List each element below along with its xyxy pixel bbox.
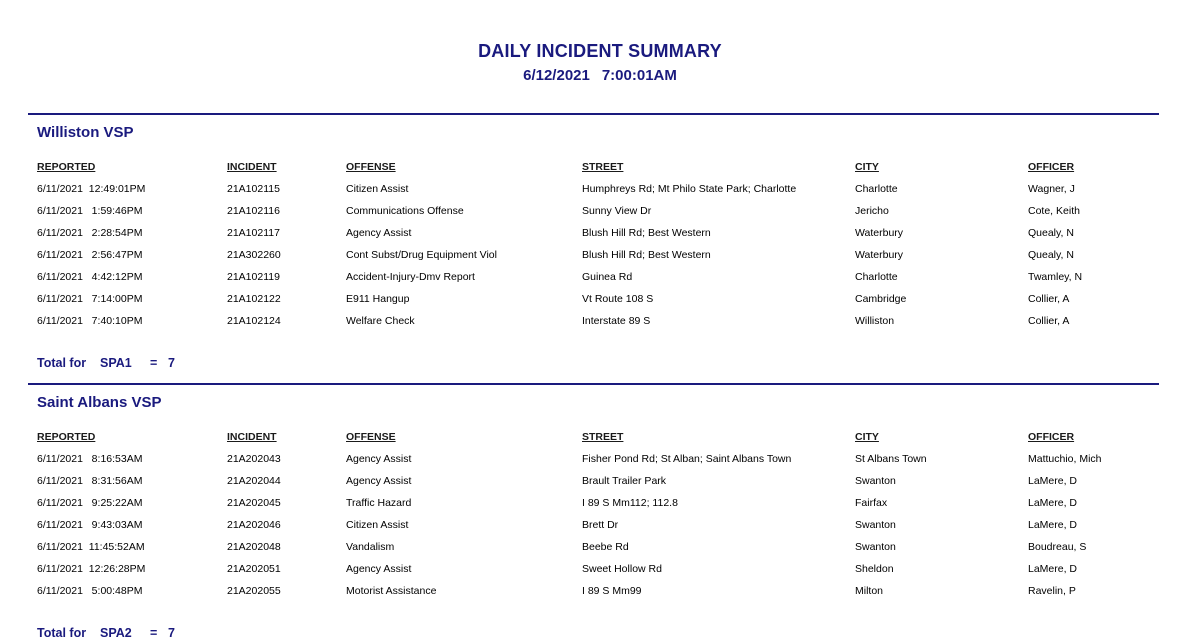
cell-city: Charlotte bbox=[855, 271, 898, 283]
column-header-incident: INCIDENT bbox=[227, 431, 277, 443]
total-code: SPA2 bbox=[100, 626, 132, 640]
total-count: 7 bbox=[168, 626, 175, 640]
cell-incident: 21A102116 bbox=[227, 205, 280, 217]
cell-offense: Motorist Assistance bbox=[346, 585, 437, 597]
total-equals: = bbox=[150, 626, 158, 640]
column-header-street: STREET bbox=[582, 431, 624, 443]
cell-city: Swanton bbox=[855, 541, 896, 553]
cell-reported: 6/11/2021 9:43:03AM bbox=[37, 519, 143, 531]
column-header-reported: REPORTED bbox=[37, 431, 96, 443]
cell-officer: Twamley, N bbox=[1028, 271, 1083, 283]
cell-incident: 21A202046 bbox=[227, 519, 281, 531]
column-header-officer: OFFICER bbox=[1028, 431, 1075, 443]
cell-officer: LaMere, D bbox=[1028, 475, 1078, 487]
cell-street: Blush Hill Rd; Best Western bbox=[582, 249, 711, 261]
cell-officer: Quealy, N bbox=[1028, 227, 1074, 239]
cell-offense: Citizen Assist bbox=[346, 183, 409, 195]
cell-offense: Citizen Assist bbox=[346, 519, 409, 531]
column-header-reported: REPORTED bbox=[37, 161, 96, 173]
cell-officer: Ravelin, P bbox=[1028, 585, 1076, 597]
total-label: Total for bbox=[37, 356, 87, 370]
cell-reported: 6/11/2021 9:25:22AM bbox=[37, 497, 143, 509]
cell-reported: 6/11/2021 4:42:12PM bbox=[37, 271, 143, 283]
cell-street: Vt Route 108 S bbox=[582, 293, 654, 305]
cell-incident: 21A202051 bbox=[227, 563, 281, 575]
cell-street: Brault Trailer Park bbox=[582, 475, 667, 487]
section-name: Williston VSP bbox=[37, 124, 134, 141]
cell-reported: 6/11/2021 8:31:56AM bbox=[37, 475, 143, 487]
total-code: SPA1 bbox=[100, 356, 132, 370]
cell-officer: LaMere, D bbox=[1028, 563, 1078, 575]
cell-incident: 21A102117 bbox=[227, 227, 280, 239]
section-name: Saint Albans VSP bbox=[37, 394, 162, 411]
cell-city: Milton bbox=[855, 585, 884, 597]
cell-officer: Mattuchio, Mich bbox=[1028, 453, 1102, 465]
cell-officer: Boudreau, S bbox=[1028, 541, 1087, 553]
cell-street: Brett Dr bbox=[582, 519, 619, 531]
cell-street: I 89 S Mm112; 112.8 bbox=[582, 497, 678, 509]
cell-incident: 21A102124 bbox=[227, 315, 281, 327]
column-header-incident: INCIDENT bbox=[227, 161, 277, 173]
cell-offense: Vandalism bbox=[346, 541, 395, 553]
cell-city: Jericho bbox=[855, 205, 889, 217]
cell-city: Waterbury bbox=[855, 227, 904, 239]
cell-city: Charlotte bbox=[855, 183, 898, 195]
total-equals: = bbox=[150, 356, 158, 370]
total-count: 7 bbox=[168, 356, 175, 370]
cell-incident: 21A202044 bbox=[227, 475, 281, 487]
cell-incident: 21A202048 bbox=[227, 541, 281, 553]
total-label: Total for bbox=[37, 626, 87, 640]
report-date: 6/12/2021 bbox=[523, 67, 590, 84]
cell-officer: Collier, A bbox=[1028, 315, 1070, 327]
cell-incident: 21A302260 bbox=[227, 249, 281, 261]
column-header-city: CITY bbox=[855, 161, 879, 173]
cell-reported: 6/11/2021 7:14:00PM bbox=[37, 293, 143, 305]
cell-city: Swanton bbox=[855, 519, 896, 531]
column-header-officer: OFFICER bbox=[1028, 161, 1075, 173]
cell-incident: 21A202045 bbox=[227, 497, 281, 509]
cell-street: I 89 S Mm99 bbox=[582, 585, 642, 597]
cell-reported: 6/11/2021 1:59:46PM bbox=[37, 205, 143, 217]
cell-city: Swanton bbox=[855, 475, 896, 487]
cell-reported: 6/11/2021 12:49:01PM bbox=[37, 183, 146, 195]
cell-offense: Communications Offense bbox=[346, 205, 464, 217]
cell-incident: 21A102119 bbox=[227, 271, 280, 283]
cell-offense: Welfare Check bbox=[346, 315, 415, 327]
cell-offense: Agency Assist bbox=[346, 475, 412, 487]
cell-offense: Cont Subst/Drug Equipment Viol bbox=[346, 249, 497, 261]
cell-street: Sunny View Dr bbox=[582, 205, 652, 217]
cell-city: Sheldon bbox=[855, 563, 894, 575]
section-total bbox=[37, 356, 175, 370]
cell-offense: Accident-Injury-Dmv Report bbox=[346, 271, 475, 283]
cell-street: Blush Hill Rd; Best Western bbox=[582, 227, 711, 239]
cell-street: Sweet Hollow Rd bbox=[582, 563, 662, 575]
cell-street: Fisher Pond Rd; St Alban; Saint Albans Town bbox=[582, 453, 792, 465]
column-header-city: CITY bbox=[855, 431, 879, 443]
cell-reported: 6/11/2021 5:00:48PM bbox=[37, 585, 143, 597]
section-divider bbox=[28, 383, 1159, 385]
cell-city: Fairfax bbox=[855, 497, 888, 509]
cell-offense: Agency Assist bbox=[346, 227, 412, 239]
cell-reported: 6/11/2021 12:26:28PM bbox=[37, 563, 146, 575]
section-total bbox=[37, 626, 175, 640]
cell-street: Beebe Rd bbox=[582, 541, 629, 553]
cell-officer: LaMere, D bbox=[1028, 519, 1078, 531]
cell-incident: 21A202043 bbox=[227, 453, 281, 465]
report-datetime bbox=[0, 67, 1200, 84]
cell-incident: 21A102115 bbox=[227, 183, 280, 195]
cell-incident: 21A102122 bbox=[227, 293, 281, 305]
cell-offense: Agency Assist bbox=[346, 453, 412, 465]
column-header-street: STREET bbox=[582, 161, 624, 173]
cell-city: Waterbury bbox=[855, 249, 904, 261]
cell-reported: 6/11/2021 7:40:10PM bbox=[37, 315, 143, 327]
cell-incident: 21A202055 bbox=[227, 585, 281, 597]
cell-street: Guinea Rd bbox=[582, 271, 633, 283]
cell-officer: Quealy, N bbox=[1028, 249, 1074, 261]
cell-officer: Collier, A bbox=[1028, 293, 1070, 305]
column-header-offense: OFFENSE bbox=[346, 431, 396, 443]
cell-city: Williston bbox=[855, 315, 895, 327]
column-header-offense: OFFENSE bbox=[346, 161, 396, 173]
cell-city: St Albans Town bbox=[855, 453, 927, 465]
cell-officer: LaMere, D bbox=[1028, 497, 1078, 509]
cell-reported: 6/11/2021 8:16:53AM bbox=[37, 453, 143, 465]
report-time: 7:00:01AM bbox=[601, 67, 677, 84]
cell-city: Cambridge bbox=[855, 293, 907, 305]
cell-officer: Wagner, J bbox=[1028, 183, 1075, 195]
cell-offense: Traffic Hazard bbox=[346, 497, 412, 509]
cell-officer: Cote, Keith bbox=[1028, 205, 1080, 217]
cell-street: Humphreys Rd; Mt Philo State Park; Charlotte bbox=[582, 183, 797, 195]
cell-offense: E911 Hangup bbox=[346, 293, 410, 305]
cell-reported: 6/11/2021 2:56:47PM bbox=[37, 249, 143, 261]
cell-reported: 6/11/2021 11:45:52AM bbox=[37, 541, 145, 553]
section-divider bbox=[28, 113, 1159, 115]
report-title: DAILY INCIDENT SUMMARY bbox=[478, 41, 722, 61]
cell-offense: Agency Assist bbox=[346, 563, 412, 575]
cell-reported: 6/11/2021 2:28:54PM bbox=[37, 227, 143, 239]
cell-street: Interstate 89 S bbox=[582, 315, 651, 327]
